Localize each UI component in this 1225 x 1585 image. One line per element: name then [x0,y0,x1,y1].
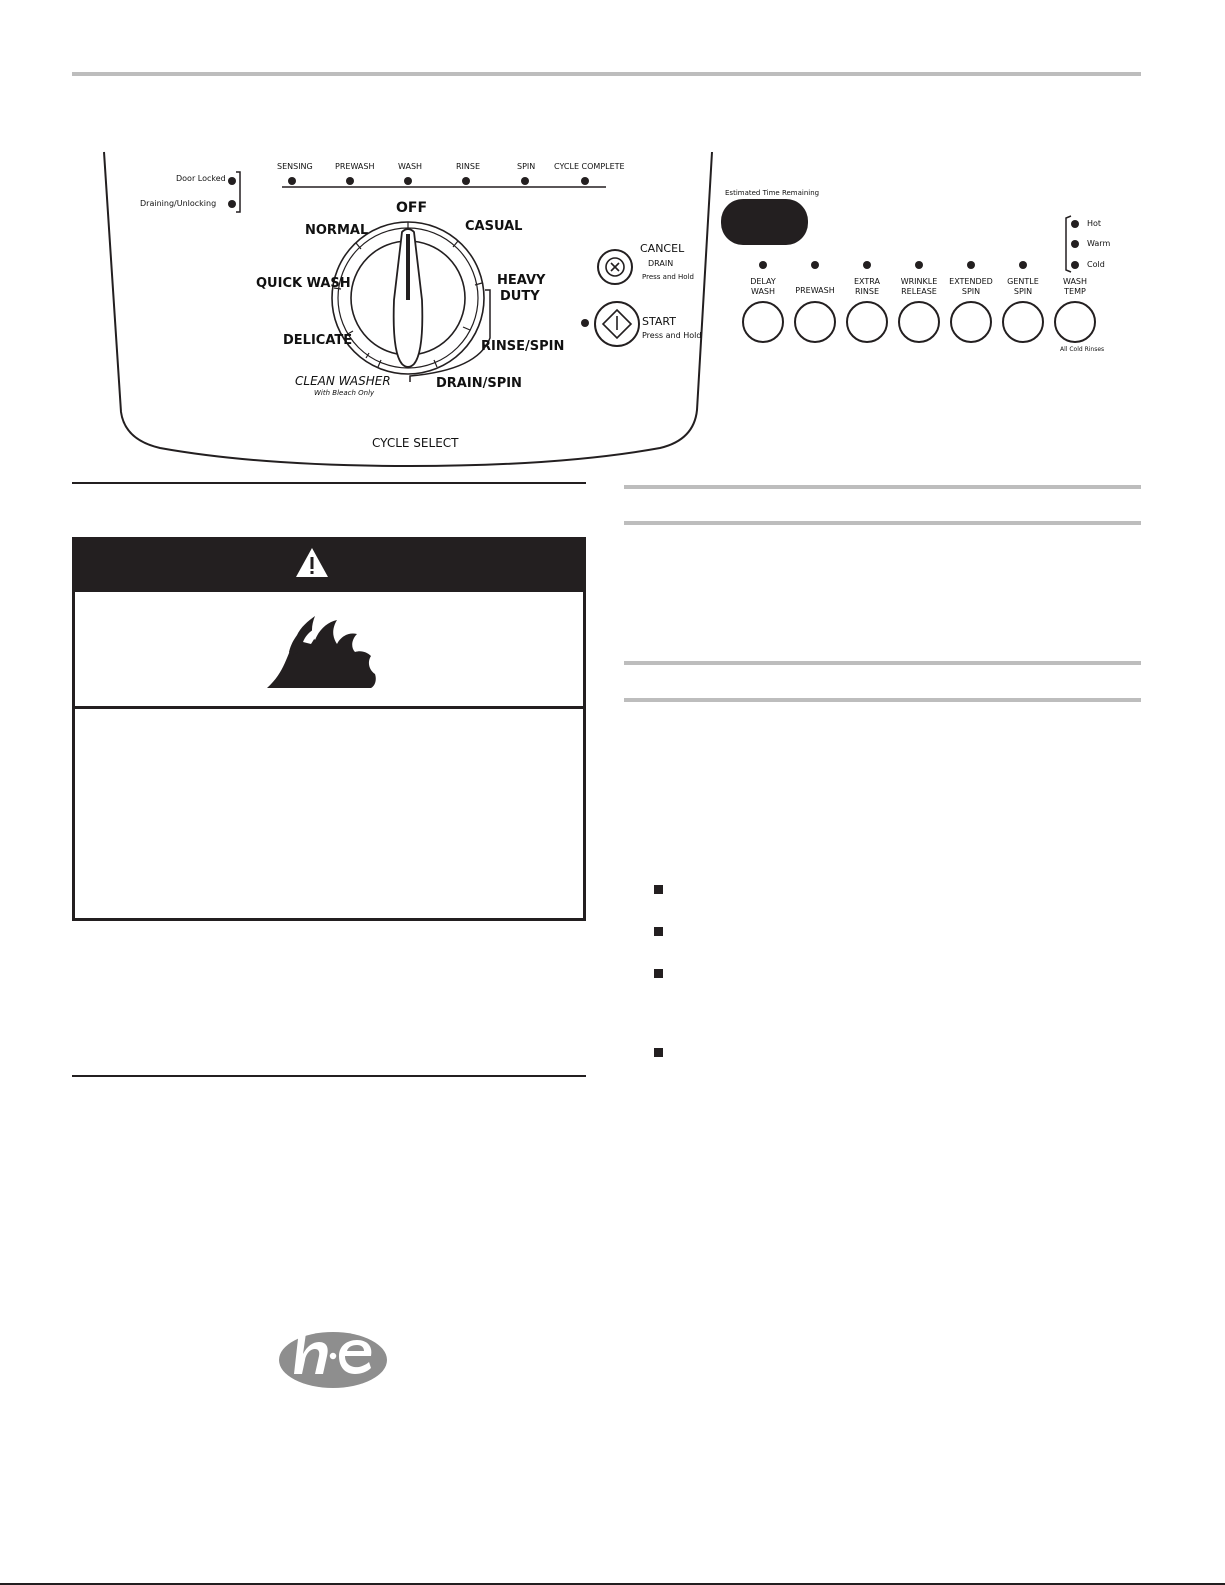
option-label-wrinkle-release: WRINKLE RELEASE [900,277,938,296]
all-cold-rinses-label: All Cold Rinses [1060,346,1105,353]
prewash-button[interactable] [795,302,835,342]
start-label: START [642,315,676,328]
cycle-select-label: CYCLE SELECT [372,436,459,450]
cancel-drain-button[interactable] [598,250,632,284]
warning-triangle-icon [72,537,586,589]
wash-temp-button[interactable] [1055,302,1095,342]
cycle-off-label[interactable]: OFF [396,200,428,216]
cycle-duty-label[interactable]: DUTY [500,289,540,304]
status-label-sensing: SENSING [277,162,313,171]
status-label-prewash: PREWASH [335,162,375,171]
status-label-wash: WASH [398,162,423,171]
delay-wash-button[interactable] [743,302,783,342]
temp-warm-label: Warm [1087,239,1111,248]
right-section-rule-2 [624,521,1141,525]
extended-spin-button[interactable] [951,302,991,342]
bullet-1 [654,885,663,894]
time-remaining-label: Estimated Time Remaining [725,189,820,197]
warning-divider [75,706,583,709]
option-label-extra-rinse: EXTRA RINSE [854,277,880,296]
bullet-2 [654,927,663,936]
option-label-prewash: PREWASH [795,286,835,295]
wrinkle-release-button[interactable] [899,302,939,342]
cycle-clean-washer-label[interactable]: CLEAN WASHER [295,374,391,388]
status-label-spin: SPIN [517,162,536,171]
time-display [721,199,808,245]
option-label-extended-spin: EXTENDED SPIN [949,277,993,296]
temp-cold-label: Cold [1087,260,1105,269]
option-label-gentle-spin: GENTLE SPIN [1007,277,1039,296]
option-label-delay-wash: DELAY WASH [750,277,776,296]
control-panel-graphic [0,0,1225,480]
right-section-rule-1 [624,485,1141,489]
warning-frame [72,589,586,921]
status-label-rinse: RINSE [456,162,481,171]
right-section-rule-3 [624,661,1141,665]
status-label-cycle-complete: CYCLE COMPLETE [554,162,625,171]
cancel-label: CANCEL [640,242,685,255]
cycle-casual-label[interactable]: CASUAL [465,219,523,234]
draining-label: Draining/Unlocking [140,199,217,208]
cycle-quick-wash-label[interactable]: QUICK WASH [256,276,351,291]
left-section-rule-1 [72,482,586,484]
cancel-hint: Press and Hold [642,273,694,281]
cycle-heavy-label[interactable]: HEAVY [497,273,546,288]
cycle-rinse-spin-label[interactable]: RINSE/SPIN [481,339,565,354]
he-logo [277,1312,389,1390]
warning-box [72,537,586,921]
clean-washer-note: With Bleach Only [314,389,375,397]
gentle-spin-button[interactable] [1003,302,1043,342]
bullet-4 [654,1048,663,1057]
cycle-drain-spin-label[interactable]: DRAIN/SPIN [436,376,522,391]
option-label-wash-temp: WASH TEMP [1062,277,1088,296]
bullet-3 [654,969,663,978]
cycle-delicate-label[interactable]: DELICATE [283,333,353,348]
fire-hazard-icon [75,592,583,706]
door-locked-label: Door Locked [176,174,226,183]
start-hint: Press and Hold [642,331,702,340]
warning-header [72,537,586,589]
left-section-rule-2 [72,1075,586,1077]
right-section-rule-4 [624,698,1141,702]
drain-label: DRAIN [648,259,674,268]
temp-hot-label: Hot [1087,219,1102,228]
extra-rinse-button[interactable] [847,302,887,342]
cycle-normal-label[interactable]: NORMAL [305,223,369,238]
start-button[interactable] [595,302,639,346]
